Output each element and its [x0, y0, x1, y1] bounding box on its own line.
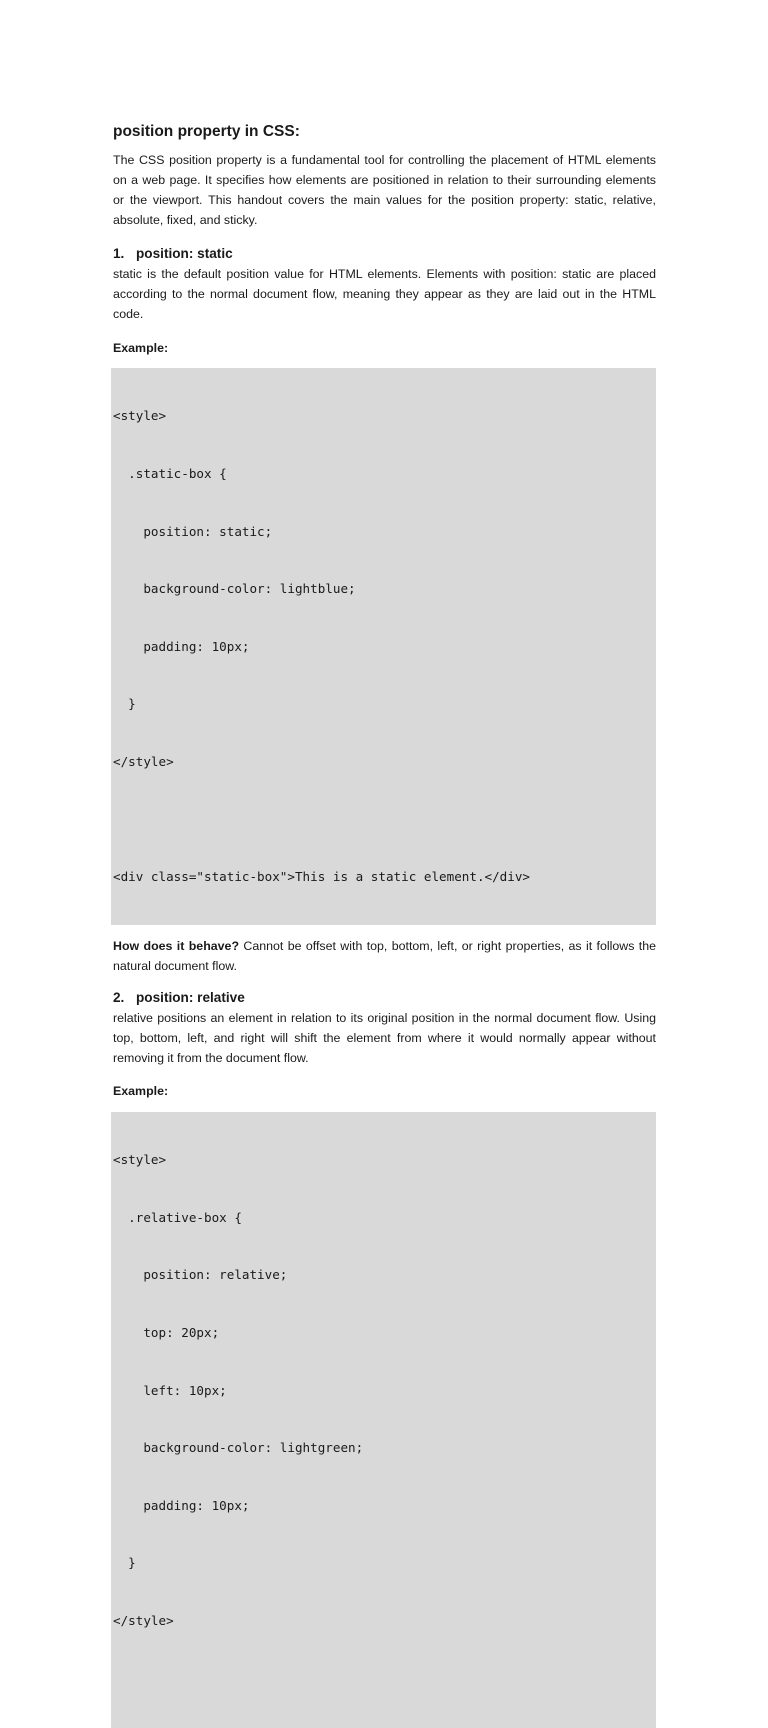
code-line: top: 20px;	[113, 1324, 220, 1340]
code-line: </style>	[113, 753, 174, 769]
section-heading	[113, 988, 656, 1008]
behavior-text: Cannot be offset with top, bottom, left, or right properties, as it follows the natural document flow.	[113, 938, 656, 973]
code-line: padding: 10px;	[113, 1497, 250, 1513]
code-line	[113, 810, 656, 829]
intro-paragraph: The CSS position property is a fundamental tool for controlling the placement of HTML elements on a web page. It specifies how elements are positioned in relation to their surrounding elements or the viewport. This handout covers the main values for the position property: static, relative, absolute, fixed, and sticky.	[113, 153, 656, 227]
document-title: position property in CSS:	[113, 123, 300, 140]
section-number: 2.	[113, 989, 125, 1005]
section-title: position: static	[136, 246, 233, 261]
section-relative	[113, 988, 656, 1728]
code-line: position: static;	[113, 523, 273, 539]
code-line: .static-box {	[113, 466, 227, 481]
code-line: background-color: lightblue;	[113, 581, 356, 597]
code-line: }	[113, 696, 136, 712]
section-number: 1.	[113, 246, 125, 261]
code-line: </style>	[113, 1612, 174, 1628]
code-line: }	[113, 1555, 136, 1571]
code-line: left: 10px;	[113, 1382, 227, 1398]
code-line: padding: 10px;	[113, 638, 250, 654]
behavior-label: How does it behave?	[113, 938, 240, 953]
code-line: position: relative;	[113, 1267, 288, 1283]
code-line: background-color: lightgreen;	[113, 1440, 364, 1456]
code-line	[113, 1669, 656, 1688]
code-block	[111, 1112, 656, 1728]
section-description: static is the default position value for HTML elements. Elements with position: static are placed according to the normal document flow, meaning they appear as they are laid out in the HTML code.	[113, 267, 656, 321]
section-heading	[113, 244, 656, 264]
section-description: relative positions an element in relation to its original position in the normal document flow. Using top, bottom, left, and right will shift the element from where it would normally appear without removing it from the document flow.	[113, 1010, 656, 1065]
code-line: <style>	[113, 1152, 167, 1168]
section-title: position: relative	[136, 989, 245, 1005]
section-static	[113, 244, 656, 976]
example-label: Example:	[113, 1083, 169, 1098]
code-line: <style>	[113, 408, 167, 424]
document-page	[113, 122, 656, 1728]
code-line: .relative-box {	[113, 1209, 242, 1225]
code-line: <div class="static-box">This is a static element.</div>	[113, 869, 531, 885]
example-label: Example:	[113, 341, 169, 355]
code-block	[111, 368, 656, 925]
behavior-paragraph	[113, 936, 656, 976]
